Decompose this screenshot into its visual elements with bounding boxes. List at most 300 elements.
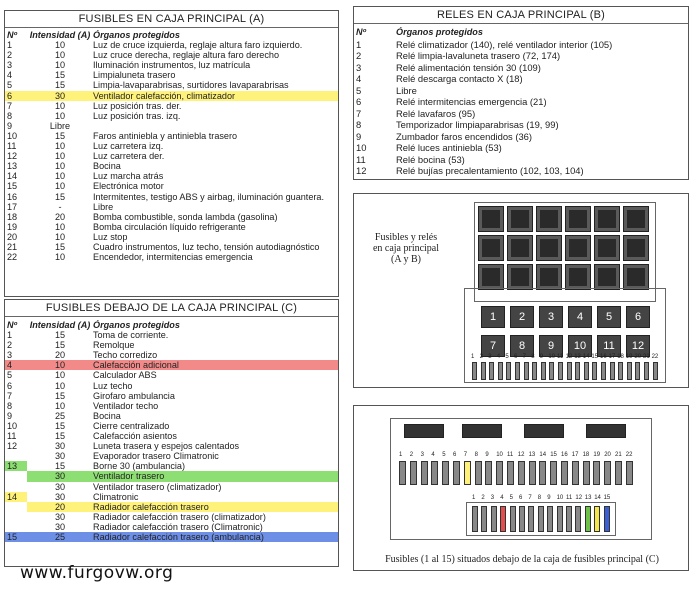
bottom-fuse-number: 6 [519,495,523,501]
cell-amperage: 10 [54,181,66,192]
cell-amperage: 15 [54,191,66,202]
bottom-fuse-slot [594,506,600,532]
fuse-slot [601,362,606,380]
cell-number: 17 [7,201,18,212]
cell-amperage: 10 [54,171,66,182]
cell-description: Luneta trasera y espejos calentados [93,441,240,452]
fuse-slot-number: 19 [625,354,633,360]
relay-socket-inner [482,239,500,257]
cell-number: 8 [7,400,13,411]
cell-description: Relé luces antiniebla (53) [396,142,502,153]
cell-number: 4 [356,73,362,84]
cell-description: Temporizador limpiaparabrisas (19, 99) [396,119,559,130]
cell-amperage: 30 [27,91,91,101]
cell-amperage: 15 [54,390,66,401]
watermark: www.furgovw.org [20,563,174,583]
table-row [5,421,338,431]
cell-number [5,451,27,461]
cell-amperage: 10 [54,60,66,71]
cell-description: Encendedor, intermitencias emergencia [93,252,253,263]
fuse-slot [567,362,572,380]
cell-number: 16 [7,191,18,202]
cell-description: Electrónica motor [93,181,164,192]
cell-description: Bomba combustible, sonda lambda (gasolina) [93,211,278,222]
top-fuse-number: 14 [539,452,547,458]
relay-socket-inner [540,239,558,257]
cell-number: 7 [356,107,362,119]
table-row [5,50,338,60]
cell-number: 21 [7,241,18,252]
relay-fuse [481,306,505,328]
relay-fuse-number: 6 [634,311,642,323]
relay-fuse-number: 9 [547,340,555,352]
cell-number: 19 [7,221,18,232]
top-fuse-slot [421,461,428,485]
cell-description: Radiador calefacción trasero (ambulancia) [91,532,338,542]
cell-description [91,121,338,131]
cell-description: Radiador calefacción trasero (climatizador) [93,511,266,522]
bottom-fuse-slot [481,506,487,532]
cell-number: 15 [5,532,27,542]
table-row [5,441,338,451]
cell-description: Calefacción adicional [91,360,338,370]
fuse-slot-number: 15 [591,354,599,360]
relay-socket-inner [569,239,587,257]
bottom-fuse-slot [538,506,544,532]
cell-amperage: 10 [54,110,66,121]
table-row [5,482,338,492]
relay-socket-inner [598,239,616,257]
bottom-fuse-number: 3 [490,495,495,501]
top-connector [524,424,564,438]
cell-number: 11 [7,431,17,442]
cell-description: Climatronic [93,491,139,502]
relay-panel [353,6,689,180]
cell-description: Faros antiniebla y antiniebla trasero [93,130,238,141]
fuse-box-caption [358,232,454,265]
cell-amperage: 15 [54,330,66,341]
top-fuse-slot [496,461,503,485]
relay-socket [507,206,533,232]
top-connector [586,424,626,438]
cell-number: 14 [7,171,18,182]
under-fuse-title: FUSIBLES DEBAJO DE LA CAJA PRINCIPAL (C) [5,300,338,317]
col-description: Órganos protegidos [93,30,180,40]
relay-socket-inner [627,268,645,286]
under-box-drawing [354,406,690,546]
fuse-slot [481,362,486,380]
fuse-slot [541,362,546,380]
top-fuse-slot [550,461,557,485]
cell-number: 13 [7,161,18,172]
cell-number: 6 [356,96,362,107]
fuse-slot-number: 22 [651,354,659,360]
cell-number: 6 [5,91,27,101]
relay-fuse-number: 12 [631,340,645,352]
table-row [5,91,338,101]
fuse-slot [644,362,649,380]
cell-description: Luz marcha atrás [93,171,164,182]
table-row [5,411,338,421]
cell-description: Luz posición tras. izq. [93,110,181,121]
relay-socket-inner [511,210,529,228]
top-fuse-number: 4 [431,452,435,458]
cell-number: 2 [356,50,362,61]
cell-amperage: 30 [27,471,91,481]
cell-number: 7 [7,100,13,111]
top-fuse-slot [399,461,406,485]
under-box-diagram [353,405,689,571]
cell-amperage: 20 [27,502,91,512]
cell-description: Relé intermitencias emergencia (21) [396,96,547,107]
cell-number [5,502,27,512]
cell-description: Borne 30 (ambulancia) [93,461,185,472]
bottom-fuse-number: 15 [603,495,611,501]
col-description: Órganos protegidos [93,320,180,330]
bottom-fuse-number: 1 [472,495,476,501]
cell-amperage: 20 [54,211,66,222]
relay-socket [565,235,591,261]
cell-amperage: 10 [54,100,66,111]
fuse-box-drawing [454,194,690,389]
relay-socket [536,264,562,290]
cell-amperage: 10 [54,161,66,172]
fuse-slot-number: 12 [565,354,573,360]
cell-description: Luz carretera izq. [93,141,164,152]
cell-description: Limpialuneta trasero [93,70,176,81]
main-fuse-title: FUSIBLES EN CAJA PRINCIPAL (A) [5,11,338,28]
cell-amperage: 10 [54,252,66,263]
cell-number: 3 [7,60,13,71]
table-row [354,62,688,74]
top-fuse-number: 13 [528,452,536,458]
top-fuse-slot [561,461,568,485]
fuse-slot [532,362,537,380]
fuse-slot [653,362,658,380]
table-row [5,451,338,461]
col-number: Nº [356,27,366,37]
cell-amperage: 15 [54,70,66,81]
cell-description: Iluminación instrumentos, luz matrícula [93,60,251,71]
relay-fuse-number: 4 [576,311,584,323]
cell-number: 13 [5,461,27,471]
cell-description: Bocina [93,410,121,421]
relay-title: RELES EN CAJA PRINCIPAL (B) [354,7,688,24]
cell-number: 11 [7,141,17,152]
fuse-slot-number: 13 [574,354,581,360]
table-row [5,391,338,401]
top-fuse-slot [507,461,514,485]
top-fuse-number: 2 [409,452,414,458]
table-row [5,171,338,181]
top-fuse-slot [604,461,611,485]
cell-number [5,512,27,522]
relay-socket [536,206,562,232]
cell-amperage: 10 [54,231,66,242]
cell-number: 2 [7,50,13,61]
relay-socket [478,264,504,290]
cell-description: Toma de corriente. [93,330,169,341]
relay-socket [507,235,533,261]
table-row [5,350,338,360]
table-row [5,232,338,242]
top-fuse-number: 12 [517,452,525,458]
bottom-fuse-slot [547,506,553,532]
cell-number: 4 [7,70,13,81]
cell-description: Luz techo [93,380,133,391]
cell-description: Evaporador trasero Climatronic [93,451,219,462]
cell-number: 12 [7,151,18,162]
table-row [5,461,338,471]
bottom-fuse-slot [510,506,516,532]
cell-description: Relé climatizador (140), relé ventilador interior (105) [396,38,613,50]
fuse-slot [592,362,597,380]
top-fuse-slot [453,461,460,485]
cell-number: 12 [356,165,367,176]
bottom-fuse-number: 13 [584,495,592,501]
cell-amperage: 10 [54,141,66,152]
cell-description: Ventilador techo [93,400,159,411]
under-fuse-panel [4,299,339,567]
cell-description: Radiador calefacción trasero [91,502,338,512]
top-fuse-number: 9 [485,452,489,458]
relay-socket-inner [627,210,645,228]
top-connector [462,424,502,438]
cell-amperage: 15 [54,80,66,91]
cell-number: 5 [7,80,13,91]
table-row [354,142,688,154]
bottom-fuse-slot [585,506,591,532]
top-fuse-slot [442,461,449,485]
top-fuse-number: 15 [550,452,557,458]
fuse-slot [584,362,589,380]
cell-description: Ventilador calefacción, climatizador [91,91,338,101]
caption-line: (A y B) [391,254,421,265]
table-row [354,85,688,97]
fuse-slot [618,362,623,380]
fuse-slot [627,362,632,380]
table-row [5,121,338,131]
table-row [5,111,338,121]
table-row [5,181,338,191]
top-fuse-slot [593,461,600,485]
top-fuse-number: 19 [593,452,601,458]
cell-number: 20 [7,231,18,242]
cell-description: Luz de cruce izquierda, reglaje altura faro izquierdo. [93,40,303,51]
fuse-slot-number: 17 [608,354,616,360]
cell-number: 12 [7,441,18,452]
relay-fuse [626,306,650,328]
cell-description: Luz stop [93,231,128,242]
bottom-fuse-number: 14 [594,495,601,501]
bottom-fuse-slot [575,506,581,532]
cell-amperage: 25 [27,532,91,542]
cell-number: 9 [7,120,13,131]
cell-description: Relé descarga contacto X (18) [396,73,523,84]
relay-socket-inner [540,268,558,286]
cell-number: 14 [5,492,27,502]
cell-description: Luz cruce derecha, reglaje altura faro derecho [93,50,280,61]
table-row [5,222,338,232]
table-row [5,512,338,522]
table-row [5,431,338,441]
top-fuse-slot [626,461,633,485]
relay-socket-inner [511,268,529,286]
top-fuse-slot [572,461,579,485]
relay-socket [565,264,591,290]
table-row [5,202,338,212]
cell-number: 9 [7,410,13,421]
top-fuse-number: 17 [571,452,579,458]
table-row [5,492,338,502]
cell-description: Ventilador trasero (climatizador) [93,481,222,492]
relay-socket-inner [569,268,587,286]
cell-description: Calefacción asientos [93,431,177,442]
cell-number: 9 [356,130,362,142]
relay-socket-inner [598,268,616,286]
relay-fuse-number: 8 [518,340,526,352]
relay-socket-inner [482,210,500,228]
cell-number: 10 [7,130,18,141]
cell-description: Libre [396,84,417,96]
fuse-slot-number: 16 [600,354,607,360]
col-amperage: Intensidad (A) [29,320,91,330]
cell-amperage: 10 [54,221,66,232]
caption-line: Fusibles y relés [374,232,438,243]
cell-description: Radiador calefacción trasero (Climatronic) [93,521,263,532]
cell-description: Bomba circulación líquido refrigerante [93,221,246,232]
fuse-slot-number: 5 [505,354,509,360]
cell-amperage: 10 [27,360,91,370]
col-number: Nº [7,30,17,40]
table-row [5,340,338,350]
fuse-slot-number: 11 [557,354,564,360]
top-fuse-number: 5 [442,452,446,458]
top-fuse-number: 1 [399,452,403,458]
top-fuse-number: 16 [561,452,568,458]
top-fuse-number: 7 [463,452,468,458]
relay-fuse-number: 11 [603,340,615,352]
relay-fuse-number: 5 [605,311,613,323]
under-fuse-table [5,320,338,542]
cell-description: Relé bujías precalentamiento (102, 103, 104) [396,165,584,176]
cell-description: Techo corredizo [93,350,158,361]
table-row [5,141,338,151]
fuse-slot [558,362,563,380]
cell-number [5,482,27,492]
fuse-slot-number: 1 [471,354,475,360]
cell-number: 10 [7,420,18,431]
cell-description: Remolque [93,340,135,351]
relay-socket [536,235,562,261]
caption-line: en caja principal [372,243,440,254]
cell-amperage: Libre [49,120,71,131]
top-fuse-number: 8 [474,452,478,458]
cell-amperage: 30 [54,451,66,462]
cell-description: Ventilador trasero [91,471,338,481]
fuse-slot-number: 3 [488,354,492,360]
relay-socket-inner [598,210,616,228]
cell-number: 4 [5,360,27,370]
relay-socket [594,206,620,232]
table-row [5,381,338,391]
bottom-fuse-slot [519,506,525,532]
cell-amperage: 30 [54,521,66,532]
cell-description: Cierre centralizado [93,420,170,431]
cell-amperage: 30 [54,441,66,452]
relay-fuse [539,306,563,328]
bottom-fuse-slot [566,506,572,532]
cell-description: Relé alimentación tensión 30 (109) [396,61,541,73]
top-fuse-number: 20 [604,452,611,458]
relay-fuse-number: 3 [547,311,555,323]
bottom-fuse-number: 10 [556,495,564,501]
relay-socket [594,235,620,261]
cell-description: Calculador ABS [93,370,157,381]
cell-number: 11 [356,153,366,165]
table-row [5,80,338,90]
col-amperage: Intensidad (A) [29,30,91,40]
table-row [354,73,688,85]
table-row [354,96,688,108]
cell-amperage: 25 [54,410,66,421]
fuse-slot [472,362,477,380]
cell-amperage: - [58,201,62,212]
cell-number [5,522,27,532]
cell-number: 1 [7,40,13,51]
table-row [5,40,338,50]
relay-fuse [481,335,505,357]
table-row [5,131,338,141]
cell-amperage: 15 [54,130,66,141]
relay-socket [565,206,591,232]
bottom-fuse-slot [557,506,563,532]
bottom-fuse-slot [472,506,478,532]
fuse-slot-number: 6 [514,354,518,360]
top-fuse-slot [539,461,546,485]
fuse-slot [575,362,580,380]
table-row [354,108,688,120]
relay-socket-inner [540,210,558,228]
bottom-fuse-slot [491,506,497,532]
cell-number: 15 [7,181,18,192]
under-box-caption: Fusibles (1 al 15) situados debajo de la caja de fusibles principal (C) [385,554,659,565]
col-description: Órganos protegidos [396,27,483,37]
cell-number [5,471,27,481]
cell-amperage: 30 [54,511,66,522]
cell-description: Libre [93,201,114,212]
top-fuse-slot [475,461,482,485]
top-connector [404,424,444,438]
cell-number: 3 [7,350,13,361]
relay-fuse-number: 7 [489,340,497,352]
relay-socket [478,235,504,261]
fuse-slot-number: 8 [531,354,535,360]
bottom-fuse-number: 4 [500,495,504,501]
top-fuse-number: 11 [507,452,514,458]
relay-socket [594,264,620,290]
top-fuse-number: 3 [420,452,424,458]
cell-amperage: 10 [54,400,66,411]
cell-amperage: 15 [54,461,66,472]
cell-number: 5 [7,370,13,381]
table-row [5,532,338,542]
table-row [5,522,338,532]
fuse-slot [489,362,494,380]
cell-number: 2 [7,340,13,351]
top-fuse-slot [464,461,471,485]
top-fuse-number: 21 [615,452,622,458]
